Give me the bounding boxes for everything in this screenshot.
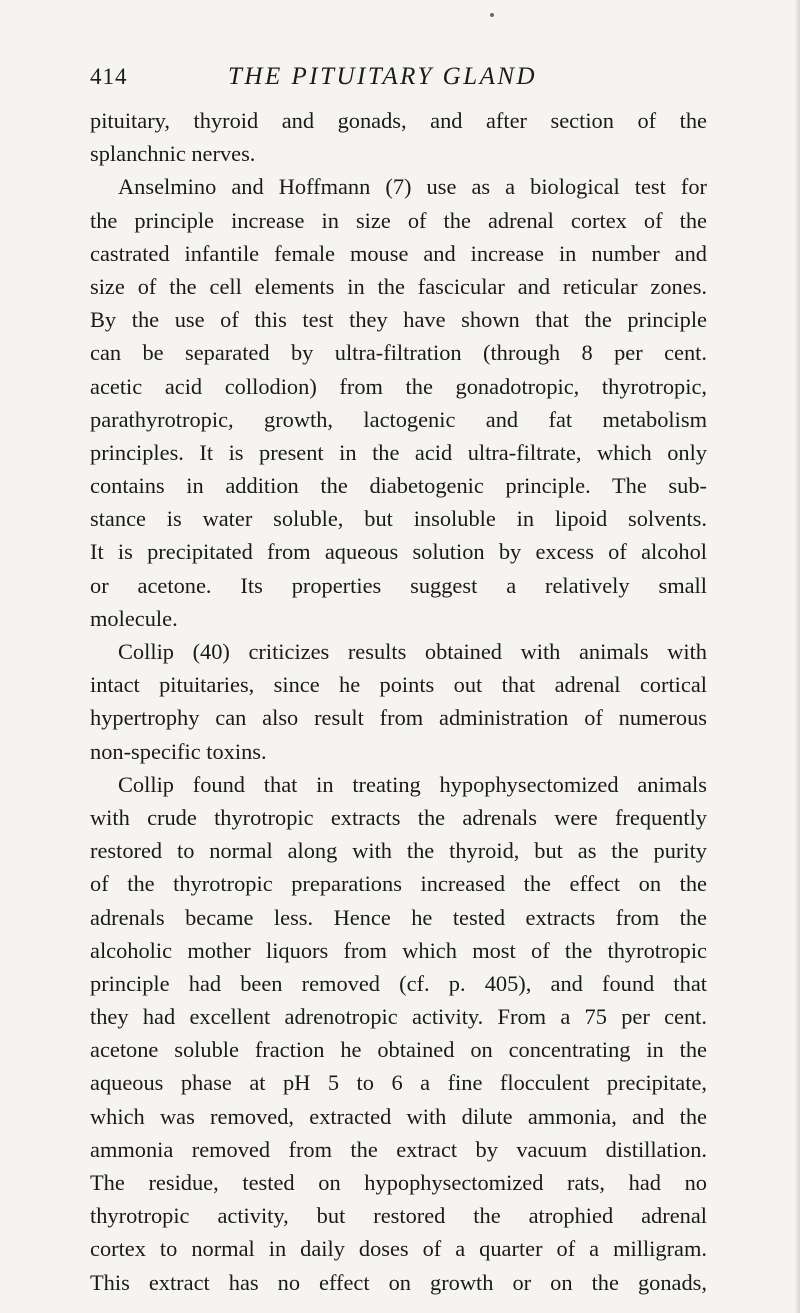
text-line: The residue, tested on hypophysectomized rats, had no [90, 1170, 707, 1195]
text-line: aqueous phase at pH 5 to 6 a fine flocculent precipitate, [90, 1070, 707, 1096]
text-line: acetone soluble fraction he obtained on concentrating in the [90, 1037, 707, 1063]
text-line: or acetone. Its properties suggest a relatively small [90, 572, 707, 598]
text-line: they had excellent adrenotropic activity. From a 75 per cent. [90, 1004, 707, 1030]
text-line: This extract has no effect on growth or on the gonads, [90, 1269, 707, 1295]
text-line: non-specific toxins. [90, 738, 267, 764]
text-line: principle had been removed (cf. p. 405), and found that [90, 970, 707, 996]
text-line: with crude thyrotropic extracts the adrenals were frequently [90, 804, 707, 830]
text-line: the principle increase in size of the adrenal cortex of the [90, 207, 707, 233]
text-line: size of the cell elements in the fascicular and reticular zones. [90, 273, 707, 299]
text-line: alcoholic mother liquors from which most of the thyrotropic [90, 937, 707, 963]
text-line: Collip (40) criticizes results obtained with animals with [118, 639, 707, 664]
text-line: thyrotropic activity, but restored the atrophied adrenal [90, 1203, 707, 1229]
text-line: cortex to normal in daily doses of a quarter of a milligram. [90, 1236, 707, 1262]
text-line: Collip found that in treating hypophysectomized animals [118, 771, 707, 797]
text-line: can be separated by ultra-filtration (through 8 per cent. [90, 340, 707, 366]
running-head [90, 62, 690, 98]
text-line: Anselmino and Hoffmann (7) use as a biological test for [118, 174, 707, 200]
text-line: molecule. [90, 605, 178, 631]
text-line: By the use of this test they have shown that the principle [90, 307, 707, 333]
text-line: restored to normal along with the thyroid, but as the purity [90, 838, 707, 864]
text-line: contains in addition the diabetogenic principle. The sub- [90, 473, 707, 499]
running-title: THE PITUITARY GLAND [228, 63, 538, 90]
text-line: ammonia removed from the extract by vacuum distillation. [90, 1136, 707, 1162]
text-line: which was removed, extracted with dilute ammonia, and the [90, 1103, 707, 1129]
page-number: 414 [90, 64, 128, 89]
body-text [90, 104, 707, 1299]
text-line: castrated infantile female mouse and increase in number and [90, 240, 707, 266]
text-line: hypertrophy can also result from administration of numerous [90, 705, 707, 731]
text-line: stance is water soluble, but insoluble in lipoid solvents. [90, 506, 707, 532]
text-line: splanchnic nerves. [90, 141, 256, 167]
text-line: acetic acid collodion) from the gonadotropic, thyrotropic, [90, 373, 707, 399]
printed-dot-mark [490, 13, 494, 17]
text-line: principles. It is present in the acid ultra-filtrate, which only [90, 439, 707, 465]
text-line: parathyrotropic, growth, lactogenic and fat metabolism [90, 406, 707, 432]
text-line: It is precipitated from aqueous solution by excess of alcohol [90, 539, 707, 565]
text-line: pituitary, thyroid and gonads, and after section of the [90, 108, 707, 133]
page-edge-shadow [794, 0, 800, 1313]
text-line: intact pituitaries, since he points out that adrenal cortical [90, 672, 707, 698]
text-line: adrenals became less. Hence he tested extracts from the [90, 904, 707, 930]
text-line: of the thyrotropic preparations increased the effect on the [90, 871, 707, 897]
